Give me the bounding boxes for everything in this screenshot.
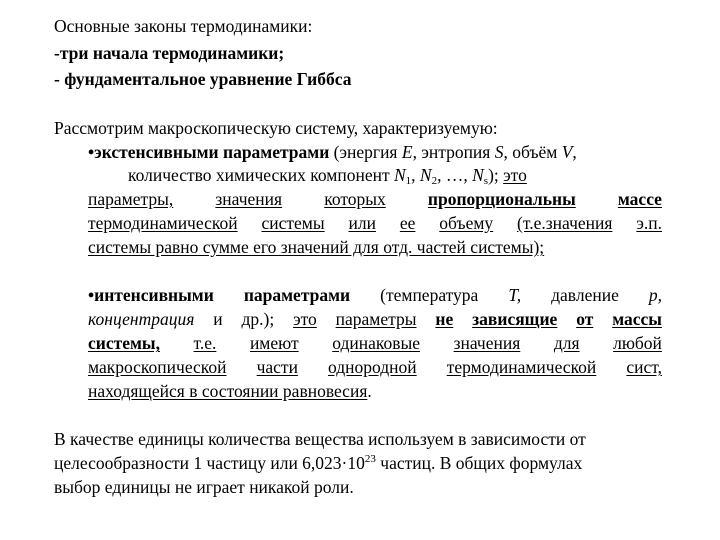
intensive-line-3: системы, т.е. имеют одинаковые значения для любой: [88, 333, 662, 353]
extensive-line-1: •экстенсивными параметрами (энергия E, энтропия S, объём V,: [88, 142, 577, 162]
intro-line: Рассмотрим макроскопическую систему, характеризуемую:: [54, 118, 498, 138]
extensive-line-5: системы равно сумме его значений для отд. частей системы);: [88, 237, 545, 257]
intensive-line-5: находящейся в состоянии равновесия.: [88, 381, 372, 401]
bullet: •: [88, 142, 95, 162]
header-line-1: Основные законы термодинамики:: [54, 16, 313, 36]
intensive-term-1: •интенсивными: [88, 285, 214, 305]
intensive-line-4: макроскопической части однородной термодинамической сист,: [88, 357, 662, 377]
extensive-line-2: количество химических компонент $N_1$, $N_2$, …, $N_s$); это: [128, 165, 527, 187]
header-line-3: - фундаментальное уравнение Гиббса: [54, 69, 352, 89]
intensive-line-1: •интенсивными параметрами (температура T, давление p,: [88, 285, 662, 305]
units-line-3: выбор единицы не играет никакой роли.: [54, 477, 354, 497]
extensive-line-4: термодинамической системы или ее объему (т.е.значения э.п.: [88, 213, 662, 233]
extensive-line-3: параметры, значения которых пропорциональны массе: [88, 189, 662, 209]
units-line-1: В качестве единицы количества вещества используем в зависимости от: [54, 429, 586, 449]
units-line-2: целесообразности 1 частицу или $6,023\cdot 10^{23}$ частиц. В общих формулах: [54, 453, 583, 473]
extensive-term: экстенсивными параметрами: [94, 142, 330, 162]
header-line-2: -три начала термодинамики;: [54, 43, 285, 63]
intensive-line-2: концентрация и др.); это параметры не зависящие от массы: [88, 309, 662, 329]
exponent: 23: [364, 453, 376, 465]
eto-underlined: это: [503, 165, 527, 185]
